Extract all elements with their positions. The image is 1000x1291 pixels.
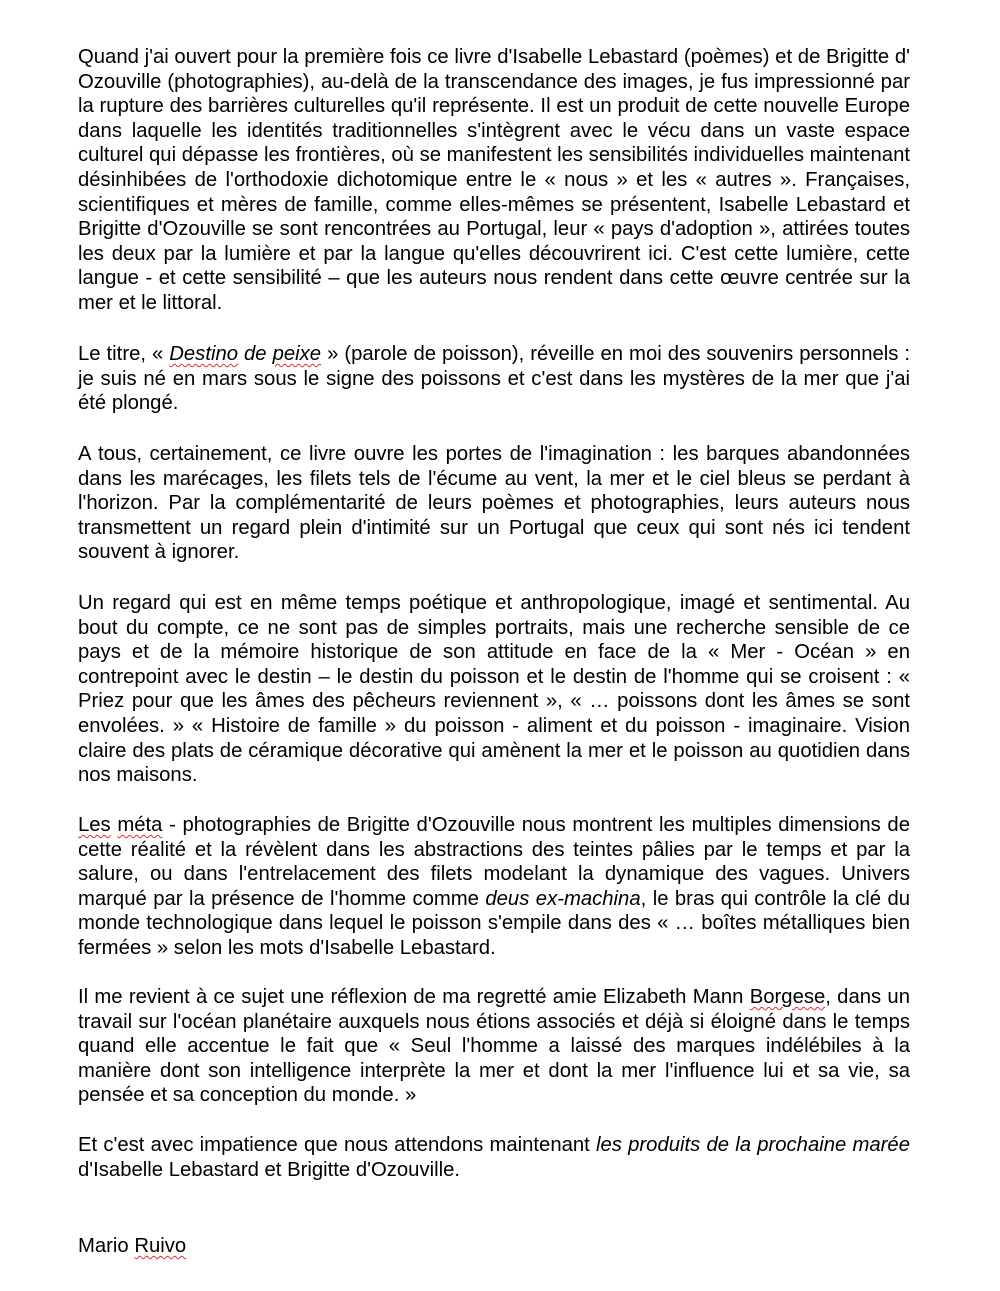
paragraph-6-name-borgese: Borgese	[749, 986, 826, 1008]
paragraph-6	[78, 985, 910, 1108]
paragraph-6-text-start: Il me revient à ce sujet une réflexion de ma regretté amie Elizabeth Mann	[78, 986, 750, 1008]
paragraph-4-text: Un regard qui est en même temps poétique et anthropologique, imagé et sentimental. Au bout du compte, ce ne sont pas de simples portraits, mais une recherche sensible de ce pays et de la mémoire historique de son attitude en face de la « Mer - Océan » en contrepoint avec le destin – le destin du poisson et le destin de l'homme qui se croisent : « Priez pour que les âmes des pêcheurs reviennent », « … poissons dont les âmes se sont envolées. » « Histoire de famille » du poisson - aliment et du poisson - imaginaire. Vision claire des plats de céramique décorative qui amènent la mer et le poisson au quotidien dans nos maisons.	[78, 592, 910, 787]
signature-last-name: Ruivo	[134, 1235, 187, 1257]
paragraph-5-text-end: , le bras qui contrôle la clé du monde technologique dans lequel le poisson s'empile dans des « … boîtes métalliques bien fermées » selon les mots d'Isabelle Lebastard.	[78, 887, 911, 959]
signature-first-name: Mario	[78, 1235, 129, 1257]
book-title-word-2: de	[244, 343, 267, 365]
paragraph-7-text-end: d'Isabelle Lebastard et Brigitte d'Ozouville.	[78, 1158, 461, 1181]
paragraph-2	[78, 342, 910, 416]
paragraph-2-text-end: » (parole de poisson), réveille en moi des souvenirs personnels : je suis né en mars sous le signe des poissons et c'est dans les mystères de la mer que j'ai été plongé.	[78, 343, 911, 415]
paragraph-2-text-start: Le titre, «	[78, 343, 170, 365]
paragraph-1-text: Quand j'ai ouvert pour la première fois ce livre d'Isabelle Lebastard (poèmes) et de Brigitte d' Ozouville (photographies), au-delà de la transcendance des images, je fus impressionné par la rupture des barrières culturelles qu'il représente. Il est un produit de cette nouvelle Europe dans laquelle les identités traditionnelles s'intègrent avec le vécu dans un vaste espace culturel qui dépasse les frontières, où se manifestent les sensibilités individuelles maintenant désinhibées de l'orthodoxie dichotomique entre le « nous » et les « autres ». Françaises, scientifiques et mères de famille, comme elles-mêmes se présentent, Isabelle Lebastard et Brigitte d'Ozouville se sont rencontrées au Portugal, leur « pays d'adoption », attirées toutes les deux par la lumière et par la langue qu'elles découvrirent ici. C'est cette lumière, cette langue - et cette sensibilité – que les auteurs nous rendent dans cette œuvre centrée sur la mer et le littoral.	[78, 46, 910, 314]
signature	[78, 1234, 186, 1259]
paragraph-7	[78, 1133, 910, 1182]
paragraph-4	[78, 591, 910, 788]
paragraph-7-text-start: Et c'est avec impatience que nous attendons maintenant	[78, 1134, 596, 1156]
paragraph-1	[78, 45, 910, 316]
paragraph-5-text-start: - photographies de Brigitte d'Ozouville nous montrent les multiples dimensions de cette réalité et la révèlent dans les abstractions des teintes pâlies par le temps et par la salure, ou dans l'entrelacement des filets modelant la dynamique des vagues. Univers marqué par la présence de l'homme comme	[78, 814, 910, 910]
book-title-word-1: Destino	[169, 343, 239, 365]
paragraph-5-word-les: Les	[78, 814, 111, 836]
paragraph-5-word-meta: méta	[117, 814, 163, 836]
paragraph-5	[78, 813, 910, 961]
paragraph-3-text: A tous, certainement, ce livre ouvre les portes de l'imagination : les barques abandonnées dans les marécages, les filets tels de l'écume au vent, la mer et le ciel bleus se perdant à l'horizon. Par la complémentarité de leurs poèmes et photographies, leurs auteurs nous transmettent un regard plein d'intimité sur un Portugal que ceux qui sont nés ici tendent souvent à ignorer.	[78, 443, 910, 564]
paragraph-6-text-end: , dans un travail sur l'océan planétaire auxquels nous étions associés et déjà si éloigné dans le temps quand elle accentue le fait que « Seul l'homme a laissé des marques indélébiles à la manière dont son intelligence interprète la mer et dont la mer l'influence lui et sa vie, sa pensée et sa conception du monde. »	[78, 986, 910, 1107]
paragraph-5-italic: deus ex-machina	[485, 887, 641, 910]
book-title-word-3: peixe	[272, 343, 322, 365]
paragraph-7-italic: les produits de la prochaine marée	[596, 1134, 910, 1156]
paragraph-3	[78, 442, 910, 565]
